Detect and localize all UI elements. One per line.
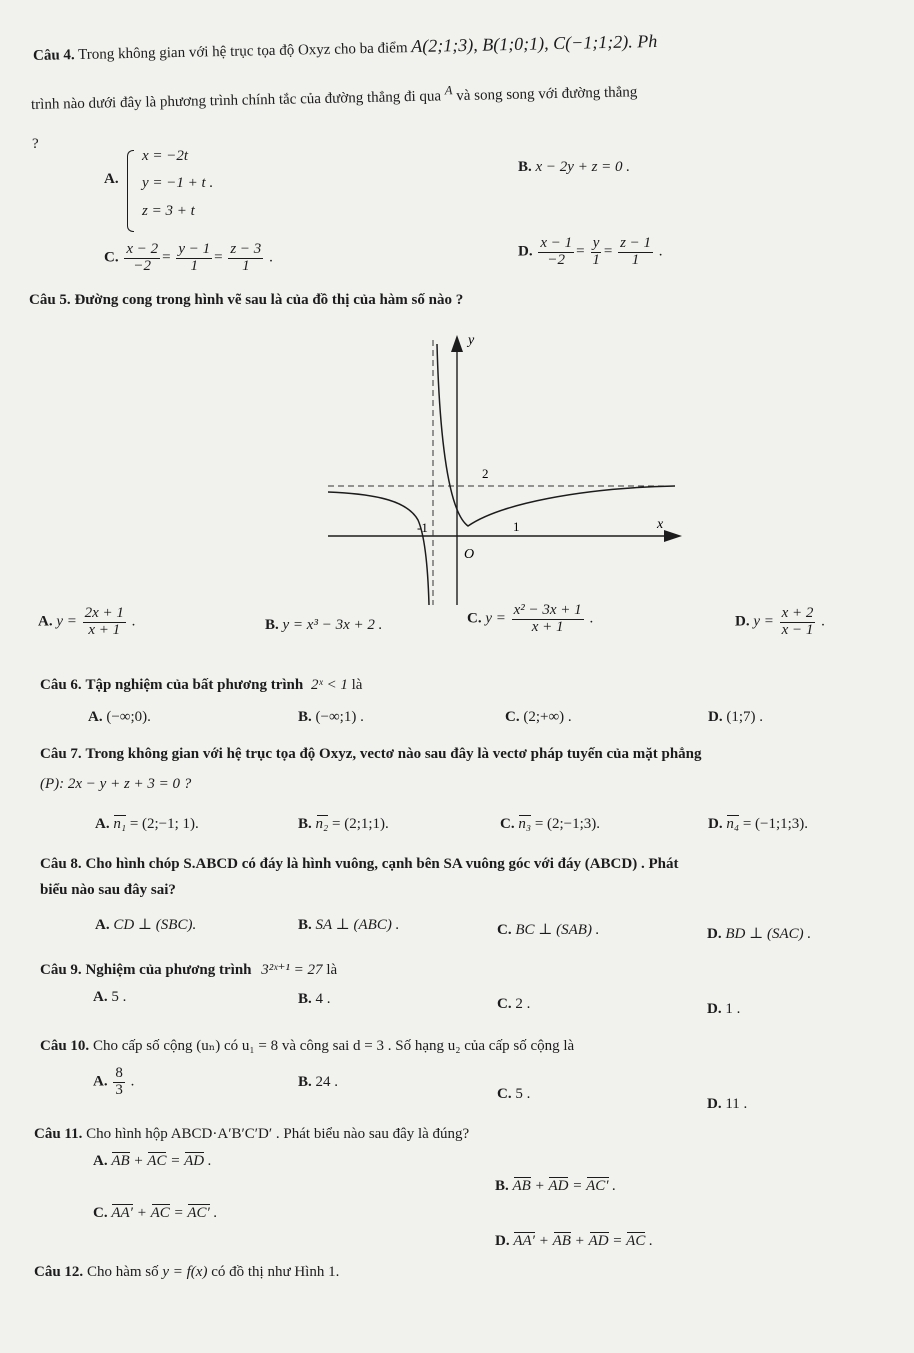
q10-option-d: D. 11 . [707,1096,748,1112]
q4-d-frac3: $\frac{z - 1}{1}$ [620,235,652,268]
y-axis-label: y [468,333,475,348]
q12-label: Câu 12. [34,1264,84,1280]
q8-option-a: A. CD ⊥ (SBC). [95,917,197,933]
q4-d-frac1: $\frac{x - 1}{-2}$ [540,235,573,268]
q11-text: Cho hình hộp ABCD·A′B′C′D′ . Phát biểu nào sau đây là đúng? [86,1126,470,1142]
q4-option-d: D. $\frac{x - 1}{-2}$ = $\frac{y}{1}$ = $\frac{z - 1}{1}$ . [518,235,663,268]
q10-option-a [93,1066,134,1099]
q5-c-end: . [589,610,594,627]
q10-a-frac: $\frac{8}{3}$ [115,1065,123,1098]
q6-la: là [351,677,363,693]
q4-option-a-label: A. [104,171,119,187]
q11-option-b: B. AB + AD = AC′ . [495,1178,617,1194]
q10-text: Cho cấp số cộng (uₙ) có u₁ = 8 và công sai d = 3 . Số hạng u₂ của cấp số cộng là [92,1038,575,1054]
q4-c-frac1: $\frac{x - 2}{-2}$ [126,241,159,274]
q5-line1 [29,292,463,309]
q4-c-frac2: $\frac{y - 1}{1}$ [178,241,211,274]
q9-equation: 3²ˣ⁺¹ = 27 [261,962,323,978]
q4-option-b-text: x − 2y + z = 0 . [535,159,631,175]
q4-point-a: A [444,83,453,98]
q9-la: là [326,962,338,978]
q5-a-pre: y = [56,613,77,630]
q8-line1 [40,856,678,873]
q9-option-b: B. 4 . [298,991,331,1007]
q4-question-mark: ? [32,136,39,152]
q4-line2 [31,79,638,114]
q5-option-d-label: D. [735,613,750,630]
q5-d-pre: y = [753,613,774,630]
q11-option-a: A. AB + AC = AD . [93,1153,212,1169]
q11-line1 [34,1126,469,1143]
q7-text1: Trong không gian với hệ trục tọa độ Oxyz, vectơ nào sau đây là vectơ pháp tuyến của mặt phẳng [85,746,702,762]
q10-option-b: B. 24 . [298,1074,339,1090]
q5-c-frac: $\frac{\text{x² − 3x + 1}}{x + 1}$ [513,602,582,635]
q10-label: Câu 10. [40,1038,90,1054]
q4-text1: Trong không gian với hệ trục tọa độ Oxyz cho ba điểm [78,40,408,64]
q8-option-b: B. SA ⊥ (ABC) . [298,917,400,933]
q5-option-c-label: C. [467,610,482,627]
q5-c-pre: y = [485,610,506,627]
q4-option-a-line1: x = −2t [142,148,189,164]
q7-option-b: B. n₂ = (2;1;1). [298,816,389,832]
q8-line2: biểu nào sau đây sai? [40,882,176,898]
q4-label: Câu 4. [32,47,75,64]
h-asymptote-label: 2 [482,466,489,481]
q5-option-b-text: y = x³ − 3x + 2 . [282,617,383,633]
q7-line2: (P): 2x − y + z + 3 = 0 ? [40,776,192,792]
q9-label: Câu 9. [40,962,82,978]
q6-option-d: D. (1;7) . [708,709,764,725]
q6-option-c: C. (2;+∞) . [505,709,572,725]
q12-text2: có đồ thị như Hình 1. [211,1264,340,1280]
q4-option-a-brace [127,150,134,232]
q8-text1: Cho hình chóp S.ABCD có đáy là hình vuông, cạnh bên SA vuông góc với đáy (ABCD) . Phát [85,856,679,872]
q5-option-b-label: B. [265,617,279,633]
q11-option-c: C. AA′ + AC = AC′ . [93,1205,218,1221]
q8-label: Câu 8. [40,856,82,872]
curve-left-branch [328,492,429,605]
q9-option-d: D. 1 . [707,1001,741,1017]
q4-d-frac2: $\frac{y}{1}$ [592,235,600,268]
q4-c-end: . [269,249,273,266]
x-tick-label: 1 [513,519,520,534]
q9-option-a: A. 5 . [93,989,127,1005]
q7-option-d: D. n₄ = (−1;1;3). [708,816,809,832]
q12-func: y = f(x) [162,1264,208,1280]
q9-line1 [40,960,337,979]
q5-d-frac: $\frac{x + 2}{x - 1}$ [781,605,814,638]
q5-text: Đường cong trong hình vẽ sau là của đồ thị của hàm số nào ? [74,292,464,308]
q7-option-c: C. n₃ = (2;−1;3). [500,816,601,832]
q4-option-a-line2: y = −1 + t . [142,175,214,191]
q4-option-a-line3: z = 3 + t [142,203,195,219]
q6-option-b: B. (−∞;1) . [298,709,364,725]
q7-option-a: A. n₁ = (2;−1; 1). [95,816,199,832]
q5-d-end: . [821,613,825,630]
q4-text2: trình nào dưới đây là phương trình chính tắc của đường thẳng đi qua [30,88,442,113]
q10-a-end: . [130,1073,135,1090]
q4-line1 [33,31,658,65]
q5-option-b [265,617,382,634]
q12-text1: Cho hàm số [86,1264,159,1280]
q10-line1 [40,1036,574,1055]
q4-option-b-label: B. [518,159,532,175]
q5-graph [300,320,700,610]
q9-text: Nghiệm của phương trình [85,962,252,978]
q7-line1 [40,746,702,763]
q4-option-b [518,159,630,176]
q4-option-c: C. $\frac{x - 2}{-2}$ = $\frac{y - 1}{1}$ = $\frac{z - 3}{1}$ . [104,241,273,274]
curve-right-branch [437,344,675,526]
q6-option-a: A. (−∞;0). [88,709,151,725]
q6-label: Câu 6. [40,677,82,693]
q5-option-c [467,603,593,636]
q11-label: Câu 11. [34,1126,83,1142]
x-axis-label: x [657,517,664,532]
q5-option-d [735,606,825,639]
q4-text3: và song song với đường thẳng [456,84,638,105]
q10-option-a-label: A. [93,1073,108,1090]
q11-option-d: D. AA′ + AB + AD = AC . [495,1233,653,1249]
q8-option-d: D. BD ⊥ (SAC) . [707,926,812,942]
q10-option-c: C. 5 . [497,1086,531,1102]
q5-a-frac: $\frac{2x + 1}{x + 1}$ [84,605,124,638]
q4-option-c-label: C. [104,249,119,266]
q5-option-a-label: A. [38,613,53,630]
q6-text: Tập nghiệm của bất phương trình [85,677,304,693]
y-axis-arrow [451,335,463,352]
q12-line1 [34,1264,339,1281]
q4-d-end: . [658,243,663,260]
q4-option-d-label: D. [518,243,533,260]
origin-label: O [464,547,475,562]
q9-option-c: C. 2 . [497,996,531,1012]
q5-option-a [38,606,135,639]
v-asymptote-label: -1 [417,520,428,535]
q4-points: A(2;1;3), B(1;0;1), C(−1;1;2). Ph [411,30,658,57]
q7-label: Câu 7. [40,746,82,762]
q6-line1 [40,677,362,694]
q8-option-c: C. BC ⊥ (SAB) . [497,922,600,938]
q5-a-end: . [131,613,136,630]
x-axis-arrow [664,530,682,542]
q5-label: Câu 5. [29,292,71,308]
q4-c-frac3: $\frac{z - 3}{1}$ [230,241,262,274]
q6-inequality: 2ˣ < 1 [310,677,348,693]
